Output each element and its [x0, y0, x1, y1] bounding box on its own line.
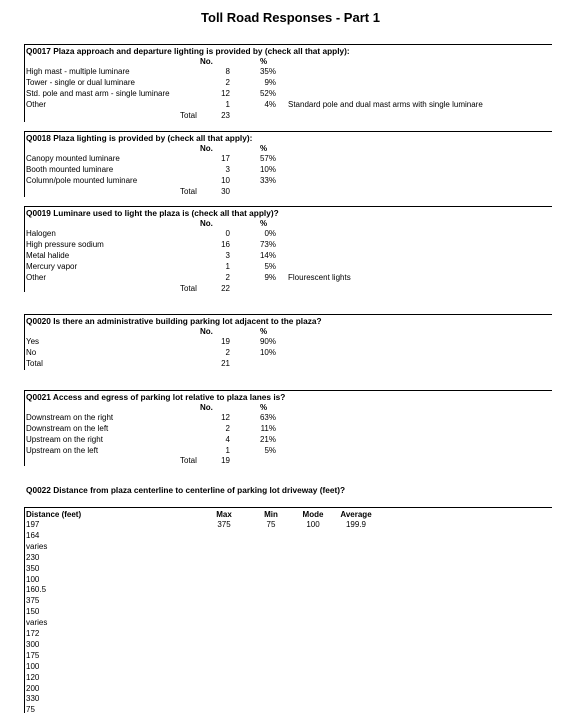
q21-col-pct: % — [260, 403, 268, 412]
q19-total-label: Total — [180, 284, 197, 293]
q21-row-pct: 5% — [264, 446, 276, 455]
q21-col-no: No. — [200, 403, 213, 412]
q18-total-label: Total — [180, 187, 197, 196]
q22-distance-value: varies — [26, 618, 48, 628]
q19-row-label: Mercury vapor — [26, 262, 78, 271]
q19-row-no: 2 — [225, 273, 230, 282]
q20-row-label: Yes — [26, 337, 40, 346]
q19-row-no: 1 — [225, 262, 230, 271]
q17-row-no: 12 — [221, 89, 230, 98]
q21-row-no: 12 — [221, 413, 230, 422]
q21-row-pct: 63% — [259, 413, 276, 422]
q22-average: 199.9 — [345, 520, 367, 529]
q22-section — [24, 507, 552, 714]
q22-col-mode: Mode — [302, 510, 324, 519]
q17-row-no: 8 — [225, 67, 230, 76]
q19-row-no: 3 — [225, 251, 230, 260]
q22-distance-value: 350 — [26, 563, 40, 573]
q20-row-label: Total — [26, 359, 43, 368]
q22-distance-value: 375 — [26, 596, 40, 606]
q20-row-no: 21 — [221, 359, 230, 368]
q19-row-pct: 0% — [264, 229, 276, 238]
q18-row-no: 3 — [225, 165, 230, 174]
q22-distance-value: 150 — [26, 607, 40, 617]
q22-distance-value: 197 — [26, 520, 40, 529]
q19-row-label: Halogen — [26, 229, 56, 238]
q18-row-no: 10 — [221, 176, 230, 185]
q17-row-pct: 52% — [259, 89, 276, 98]
q22-col-distance: Distance (feet) — [26, 510, 82, 519]
q17-col-pct: % — [260, 57, 268, 66]
q20-row-label: No — [26, 348, 37, 357]
q17-row-pct: 4% — [264, 100, 276, 109]
q19-row-no: 0 — [225, 229, 230, 238]
q20-row-no: 19 — [221, 337, 230, 346]
q19-row-label: High pressure sodium — [26, 240, 104, 249]
q17-row-label: Std. pole and mast arm - single luminare — [26, 89, 170, 98]
q21-row-label: Downstream on the left — [26, 424, 109, 433]
q17-question: Q0017 Plaza approach and departure lighting is provided by (check all that apply): — [26, 46, 350, 56]
q18-total: 30 — [221, 187, 230, 196]
q19-col-no: No. — [200, 219, 213, 228]
page-title: Toll Road Responses - Part 1 — [201, 10, 380, 25]
q21-row-pct: 11% — [260, 424, 276, 433]
q20-section — [24, 314, 552, 371]
q19-row-pct: 14% — [259, 251, 276, 260]
q17-row-note: Standard pole and dual mast arms with single luminare — [288, 100, 483, 109]
q21-row-no: 2 — [225, 424, 230, 433]
q22-distance-value: 200 — [26, 683, 40, 693]
q21-row-no: 1 — [225, 446, 230, 455]
q22-col-max: Max — [216, 510, 232, 519]
q17-total: 23 — [221, 111, 230, 120]
q22-distance-value: 175 — [26, 650, 40, 660]
q18-row-pct: 33% — [259, 176, 276, 185]
q19-col-pct: % — [260, 219, 268, 228]
q19-row-pct: 73% — [259, 240, 276, 249]
q17-row-label: Other — [26, 100, 47, 109]
q22-distance-value: 75 — [26, 705, 35, 715]
q19-total: 22 — [221, 284, 230, 293]
q22-distance-value: 160.5 — [26, 585, 47, 595]
q19-row-pct: 5% — [264, 262, 276, 271]
q20-row-pct: 10% — [259, 348, 276, 357]
q20-col-no: No. — [200, 327, 213, 336]
q22-max: 375 — [217, 520, 231, 529]
q21-row-label: Downstream on the right — [26, 413, 114, 422]
q22-min: 75 — [266, 520, 276, 529]
q22-distance-value: 300 — [26, 639, 40, 649]
q21-row-pct: 21% — [259, 435, 276, 444]
q17-row-label: High mast - multiple luminare — [26, 67, 130, 76]
q19-question: Q0019 Luminare used to light the plaza is (check all that apply)? — [26, 208, 279, 218]
q20-row-pct: 90% — [259, 337, 276, 346]
q21-total: 19 — [221, 456, 230, 465]
q17-row-no: 1 — [225, 100, 230, 109]
q19-row-note: Flourescent lights — [288, 273, 351, 282]
q18-row-no: 17 — [221, 154, 230, 163]
q21-row-label: Upstream on the left — [26, 446, 99, 455]
q22-distance-value: 230 — [26, 552, 40, 562]
q20-question: Q0020 Is there an administrative building parking lot adjacent to the plaza? — [26, 316, 322, 326]
q19-row-label: Metal halide — [26, 251, 70, 260]
q18-row-label: Column/pole mounted luminare — [26, 176, 138, 185]
q22-distance-value: 330 — [26, 694, 40, 704]
q22-distance-value: 172 — [26, 629, 40, 638]
q19-section — [24, 206, 552, 293]
q22-mode: 100 — [306, 520, 320, 529]
q22-distance-value: varies — [26, 541, 48, 551]
q22-distance-value: 100 — [26, 574, 40, 584]
q22-distance-value: 100 — [26, 661, 40, 671]
q21-total-label: Total — [180, 456, 197, 465]
q18-row-label: Booth mounted luminare — [26, 165, 114, 174]
q18-col-no: No. — [200, 144, 213, 153]
q17-row-pct: 9% — [264, 78, 276, 87]
q17-col-no: No. — [200, 57, 213, 66]
q18-col-pct: % — [260, 144, 268, 153]
q20-row-no: 2 — [225, 348, 230, 357]
q18-row-pct: 10% — [259, 165, 276, 174]
q17-total-label: Total — [180, 111, 197, 120]
q21-question: Q0021 Access and egress of parking lot relative to plaza lanes is? — [26, 392, 286, 402]
q22-distance-value: 164 — [26, 530, 40, 540]
q18-row-pct: 57% — [259, 154, 276, 163]
q17-row-label: Tower - single or dual luminare — [26, 78, 135, 87]
q19-row-pct: 9% — [264, 273, 276, 282]
q21-row-no: 4 — [225, 435, 230, 444]
q17-row-no: 2 — [225, 78, 230, 87]
q18-question: Q0018 Plaza lighting is provided by (check all that apply): — [26, 133, 253, 143]
q22-distance-value: 120 — [26, 672, 40, 682]
q17-section — [24, 44, 552, 123]
q19-row-label: Other — [26, 273, 47, 282]
q19-row-no: 16 — [221, 240, 230, 249]
q18-section — [24, 131, 552, 198]
q17-row-pct: 35% — [259, 67, 276, 76]
q22-question: Q0022 Distance from plaza centerline to centerline of parking lot driveway (feet)? — [26, 485, 346, 495]
q18-row-label: Canopy mounted luminare — [26, 154, 120, 163]
q22-col-min: Min — [264, 510, 278, 519]
q21-row-label: Upstream on the right — [26, 435, 103, 444]
q22-col-average: Average — [340, 510, 372, 519]
q20-col-pct: % — [260, 327, 268, 336]
q21-section — [24, 390, 552, 467]
